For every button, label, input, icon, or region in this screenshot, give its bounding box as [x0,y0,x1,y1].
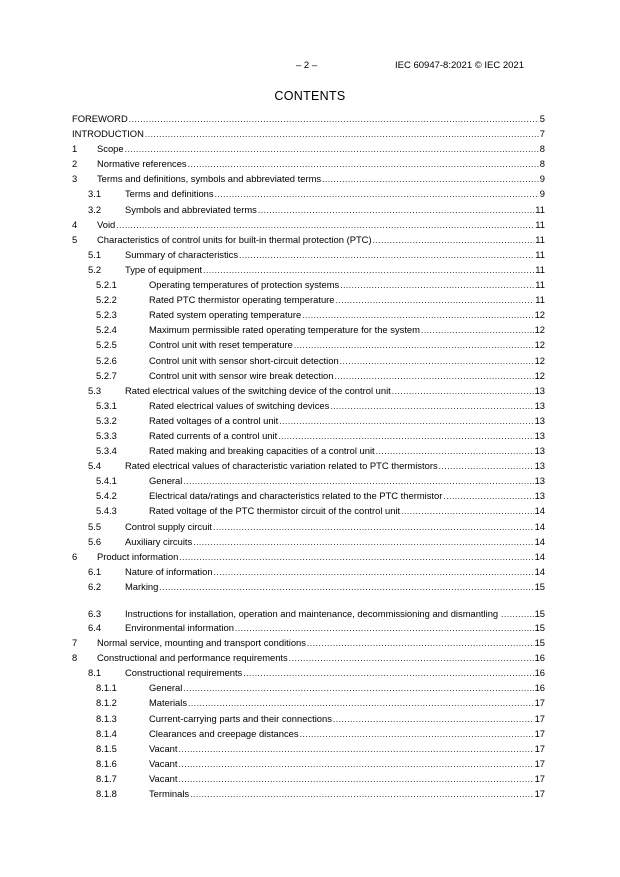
toc-entry[interactable] [72,519,545,534]
dot-leader [190,787,533,802]
toc-entry-title: Control unit with sensor wire break detection [149,369,334,381]
toc-entry-number: 2 [72,158,78,170]
toc-entry[interactable] [72,534,545,549]
dot-leader [501,608,534,620]
toc-entry-number: 6.4 [88,622,102,633]
dot-leader [193,535,533,550]
dot-leader [188,696,534,711]
toc-entry-page: 17 [534,727,545,739]
dot-leader [129,112,539,127]
dot-leader [215,187,539,202]
toc-entry-page: 17 [534,788,545,800]
toc-entry[interactable] [72,322,545,337]
toc-entry[interactable] [72,126,545,141]
toc-entry-number: 5.4 [88,460,102,472]
dot-leader [392,384,534,399]
toc-entry-number: 8.1.4 [96,727,117,739]
toc-entry[interactable] [72,756,545,771]
dot-leader [214,565,534,580]
toc-entry-title: Terms and definitions [125,188,214,200]
toc-entry-number: 4 [72,218,78,230]
toc-entry-page: 8 [539,158,545,170]
toc-entry-title: Environmental information [125,622,234,633]
dot-leader [302,308,533,323]
toc-entry-title: Rated voltage of the PTC thermistor circuit of the control unit [149,505,401,517]
dot-leader [243,666,533,681]
toc-entry-title: General [149,475,183,487]
toc-entry-page: 11 [535,218,545,230]
toc-entry-page: 12 [534,339,545,351]
toc-entry-page: 17 [534,742,545,754]
toc-entry[interactable] [72,741,545,756]
toc-entry-page: 12 [534,324,545,336]
toc-entry-page: 13 [534,429,545,441]
toc-entry[interactable] [72,488,545,503]
dot-leader [340,354,534,369]
toc-entry-title: Instructions for installation, operation and maintenance, decommissioning and dismantling [125,608,499,619]
toc-entry[interactable] [72,564,545,579]
toc-entry-number: 5.2.6 [96,354,117,366]
toc-entry-page: 9 [539,188,545,200]
toc-entry-title: Vacant [149,772,178,784]
toc-entry[interactable] [72,232,545,247]
toc-entry-number: 3 [72,173,78,185]
toc-entry-page: 17 [534,712,545,724]
toc-entry[interactable] [72,786,545,801]
dot-leader [278,429,533,444]
toc-entry-page: 11 [535,294,545,306]
toc-entry-title: INTRODUCTION [72,128,144,140]
toc-entry-page: 8 [539,143,545,155]
toc-entry[interactable] [72,171,545,186]
toc-entry-title: Symbols and abbreviated terms [125,203,257,215]
toc-entry[interactable] [72,711,545,726]
dot-leader [373,233,535,248]
toc-entry-number: 5.3.3 [96,429,117,441]
toc-entry-page: 7 [539,128,545,140]
toc-entry[interactable] [72,594,545,620]
toc-entry-title: Control unit with sensor short-circuit detection [149,354,339,366]
dot-leader [333,712,534,727]
dot-leader [203,263,534,278]
toc-entry-page: 17 [534,697,545,709]
toc-entry-page: 13 [534,414,545,426]
toc-entry-number: 5.2.7 [96,369,117,381]
toc-entry-title: Marking [125,580,159,592]
toc-entry-page: 16 [534,667,545,679]
toc-entry[interactable] [72,413,545,428]
toc-entry[interactable] [72,141,545,156]
toc-entry-number: 5.2.2 [96,294,117,306]
toc-entry-title: Characteristics of control units for built-in thermal protection (PTC) [97,233,372,245]
toc-entry-number: 8.1.5 [96,742,117,754]
toc-entry[interactable] [72,368,545,383]
toc-entry-page: 11 [535,203,545,215]
toc-entry-title: Rated system operating temperature [149,309,302,321]
dot-leader [188,157,539,172]
dot-leader [336,293,535,308]
toc-entry-number: 6.3 [88,608,102,619]
toc-entry-page: 14 [534,565,545,577]
toc-entry-number: 6.2 [88,580,102,592]
toc-entry-title: Vacant [149,757,178,769]
toc-entry-title: Normal service, mounting and transport conditions [97,637,306,649]
toc-entry-number: 5 [72,233,78,245]
toc-entry-page: 16 [534,682,545,694]
toc-entry-number: 6 [72,550,78,562]
toc-entry-number: 5.2 [88,263,102,275]
page-number: – 2 – [296,60,318,71]
toc-entry-number: 5.5 [88,520,102,532]
dot-leader [116,218,534,233]
toc-entry[interactable] [72,337,545,352]
toc-entry-number: 5.2.3 [96,309,117,321]
dot-leader [239,248,534,263]
toc-entry-title: Terminals [149,788,190,800]
toc-entry-page: 13 [534,490,545,502]
toc-entry-title: Void [97,218,116,230]
dot-leader [376,444,534,459]
dot-leader [159,580,533,595]
standard-reference: IEC 60947-8:2021 © IEC 2021 [395,60,525,71]
toc-entry[interactable] [72,217,545,232]
toc-entry[interactable] [72,307,545,322]
toc-entry-number: 3.2 [88,203,102,215]
toc-entry-title: Summary of characteristics [125,248,239,260]
toc-entry-title: Electrical data/ratings and characteristics related to the PTC thermistor [149,490,443,502]
table-of-contents [72,111,545,801]
dot-leader [401,504,533,519]
toc-entry[interactable] [72,665,545,680]
toc-entry-title: Normative references [97,158,187,170]
toc-entry-page: 12 [534,309,545,321]
toc-entry-number: 5.2.4 [96,324,117,336]
toc-entry-number: 3.1 [88,188,102,200]
dot-leader [179,757,534,772]
page-title: CONTENTS [274,89,346,103]
dot-leader [330,399,533,414]
toc-entry-page: 15 [534,622,545,633]
toc-entry-page: 15 [534,637,545,649]
dot-leader [279,414,533,429]
toc-entry[interactable] [72,398,545,413]
toc-entry-page: 17 [534,757,545,769]
toc-entry-number: 5.2.1 [96,279,117,291]
toc-entry-number: 1 [72,143,78,155]
toc-entry-number: 5.4.2 [96,490,117,502]
toc-entry-page: 16 [534,652,545,664]
toc-entry[interactable] [72,277,545,292]
toc-entry-number: 8.1.6 [96,757,117,769]
dot-leader [340,278,534,293]
toc-entry-page: 15 [534,608,545,619]
dot-leader [334,369,533,384]
dot-leader [145,127,539,142]
dot-leader [421,323,534,338]
toc-entry-page: 14 [534,550,545,562]
dot-leader [235,621,534,636]
toc-entry-title: Constructional requirements [125,667,243,679]
toc-entry-title: Materials [149,697,188,709]
dot-leader [179,550,533,565]
dot-leader [289,651,534,666]
toc-entry-title: FOREWORD [72,113,128,124]
toc-entry-title: Clearances and creepage distances [149,727,299,739]
toc-entry-number: 8.1.2 [96,697,117,709]
toc-entry-title: Terms and definitions, symbols and abbreviated terms [97,173,322,185]
dot-leader [294,338,534,353]
toc-entry-title: General [149,682,183,694]
toc-entry-page: 5 [539,113,545,124]
toc-entry[interactable] [72,549,545,564]
toc-entry[interactable] [72,262,545,277]
toc-entry[interactable] [72,353,545,368]
toc-entry-number: 8 [72,652,78,664]
toc-entry-number: 5.4.3 [96,505,117,517]
toc-entry-page: 13 [534,475,545,487]
toc-entry-number: 6.1 [88,565,102,577]
toc-entry-page: 15 [534,580,545,592]
toc-entry[interactable] [72,650,545,665]
dot-leader [179,772,534,787]
toc-entry-title: Control unit with reset temperature [149,339,293,351]
toc-entry[interactable] [72,292,545,307]
toc-entry[interactable] [72,383,545,398]
dot-leader [439,459,534,474]
toc-entry-title: Constructional and performance requirements [97,652,288,664]
toc-entry-number: 5.3.2 [96,414,117,426]
toc-entry[interactable] [72,186,545,201]
dot-leader [443,489,533,504]
toc-entry-title: Rated electrical values of characteristic variation related to PTC thermistors [125,460,438,472]
toc-entry-number: 8.1.3 [96,712,117,724]
toc-entry[interactable] [72,247,545,262]
toc-entry-page: 14 [534,520,545,532]
toc-entry-page: 9 [539,173,545,185]
toc-entry[interactable] [72,473,545,488]
toc-entry-number: 5.6 [88,535,102,547]
toc-entry[interactable] [72,458,545,473]
toc-entry-title: Rated voltages of a control unit [149,414,279,426]
toc-entry[interactable] [72,503,545,518]
toc-entry-page: 14 [534,505,545,517]
toc-entry-title: Maximum permissible rated operating temperature for the system [149,324,420,336]
toc-entry-title: Operating temperatures of protection systems [149,279,340,291]
toc-entry-number: 5.1 [88,248,102,260]
dot-leader [125,142,539,157]
dot-leader [322,172,539,187]
toc-entry[interactable] [72,726,545,741]
toc-entry-page: 13 [534,460,545,472]
toc-entry-title: Scope [97,143,124,155]
toc-entry-title: Auxiliary circuits [125,535,193,547]
toc-entry[interactable] [72,443,545,458]
toc-entry-number: 5.4.1 [96,475,117,487]
toc-entry-title: Rated PTC thermistor operating temperature [149,294,335,306]
toc-entry-page: 11 [535,248,545,260]
toc-entry[interactable] [72,635,545,650]
dot-leader [258,203,534,218]
toc-entry-title: Rated currents of a control unit [149,429,278,441]
toc-entry-page: 13 [534,384,545,396]
toc-entry-title: Type of equipment [125,263,203,275]
toc-entry-number: 8.1.8 [96,788,117,800]
toc-entry[interactable] [72,202,545,217]
toc-entry-title: Nature of information [125,565,213,577]
toc-entry-page: 12 [534,354,545,366]
toc-entry[interactable] [72,695,545,710]
dot-leader [213,520,534,535]
toc-entry-number: 8.1 [88,667,102,679]
toc-entry-page: 17 [534,772,545,784]
dot-leader [179,742,534,757]
toc-entry-page: 11 [535,279,545,291]
toc-entry-number: 5.2.5 [96,339,117,351]
dot-leader [183,474,533,489]
dot-leader [300,727,534,742]
toc-entry[interactable] [72,111,545,126]
toc-entry-title: Control supply circuit [125,520,213,532]
toc-entry-page: 12 [534,369,545,381]
toc-entry-title: Rated electrical values of the switching device of the control unit [125,384,391,396]
toc-entry-title: Product information [97,550,179,562]
toc-entry[interactable] [72,156,545,171]
toc-entry-number: 8.1.7 [96,772,117,784]
toc-entry[interactable] [72,620,545,635]
toc-entry[interactable] [72,680,545,695]
toc-entry-title: Current-carrying parts and their connections [149,712,332,724]
dot-leader [307,636,534,651]
toc-entry-page: 11 [535,233,545,245]
toc-entry-title: Rated electrical values of switching devices [149,399,330,411]
toc-entry[interactable] [72,771,545,786]
toc-entry-page: 14 [534,535,545,547]
toc-entry-page: 13 [534,399,545,411]
toc-entry-number: 7 [72,637,78,649]
toc-entry-number: 5.3.1 [96,399,117,411]
toc-entry-page: 11 [535,263,545,275]
toc-entry-title: Vacant [149,742,178,754]
toc-entry-number: 5.3 [88,384,102,396]
toc-entry-number: 5.3.4 [96,445,117,457]
toc-entry-title: Rated making and breaking capacities of a control unit [149,445,375,457]
toc-entry-number: 8.1.1 [96,682,117,694]
toc-entry[interactable] [72,579,545,594]
dot-leader [183,681,533,696]
toc-entry[interactable] [72,428,545,443]
toc-entry-page: 13 [534,445,545,457]
